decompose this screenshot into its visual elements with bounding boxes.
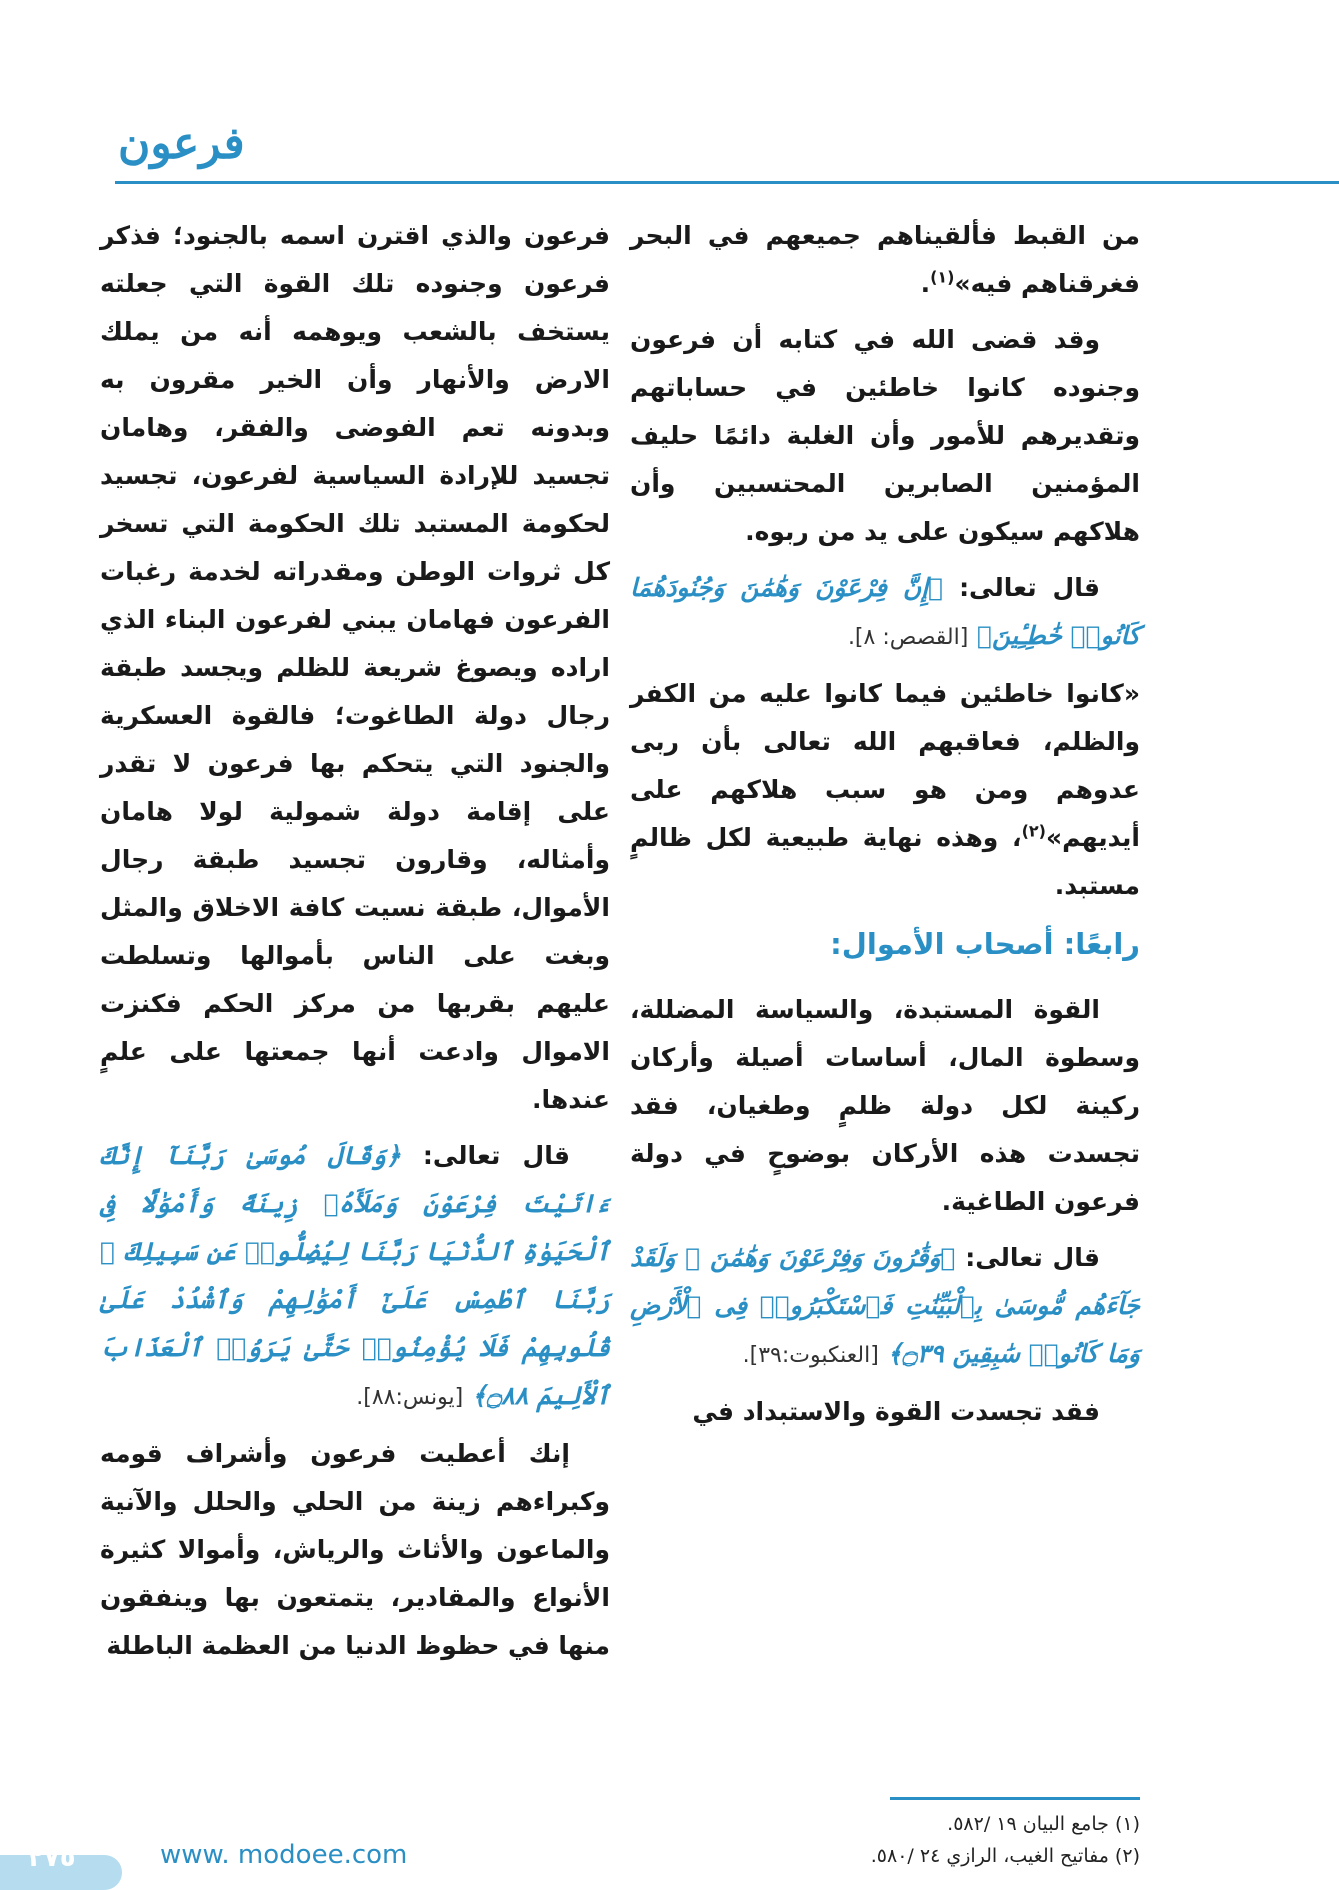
ayah-text: ﴿وَقَالَ مُوسَىٰ رَبَّنَآ إِنَّكَ ءَاتَيْتَ فِرْعَوْنَ وَمَلَأَهُۥ زِينَةً وَأَمْوَٰلًا فِى ٱلْحَيَوٰةِ ٱلدُّنْيَا رَبَّنَا لِيُضِلُّوا۟ عَن سَبِيلِكَ ۖ رَبَّنَا ٱطْمِسْ عَلَىٰٓ أَمْوَٰلِهِمْ وَٱشْدُدْ عَلَىٰ قُلُوبِهِمْ فَلَا يُؤْمِنُوا۟ حَتَّىٰ يَرَوُا۟ ٱلْعَذَابَ ٱلْأَلِيمَ ۝٨٨﴾ <box>100 1141 610 1410</box>
paragraph: من القبط فألقيناهم جميعهم في البحر فغرقناهم فيه»$^{(١)}$. <box>630 221 1140 298</box>
paragraph: القوة المستبدة، والسياسة المضللة، وسطوة المال، أساسات أصيلة وأركان ركينة لكل دولة ظلمٍ وطغيان، فقد تجسدت هذه الأركان بوضوحٍ في دولة فرعون الطاغية. <box>630 995 1140 1216</box>
ayah-text: ﴿وَقَٰرُونَ وَفِرْعَوْنَ وَهَٰمَٰنَ ۖ وَلَقَدْ جَآءَهُم مُّوسَىٰ بِٱلْبَيِّنَٰتِ فَٱسْتَكْبَرُوا۟ فِى ٱلْأَرْضِ وَمَا كَانُوا۟ سَٰبِقِينَ ۝٣٩﴾ <box>630 1243 1140 1368</box>
paragraph: إنك أعطيت فرعون وأشراف قومه وكبراءهم زينة من الحلي والحلل والآنية والماعون والأثاث والرياش، وأموالا كثيرة الأنواع والمقادير، يتمتعون بها وينفقون منها في حظوظ الدنيا من العظمة الباطلة <box>100 1439 610 1660</box>
quran-quote: قال تعالى: ﴿وَقَٰرُونَ وَفِرْعَوْنَ وَهَٰمَٰنَ ۖ وَلَقَدْ جَآءَهُم مُّوسَىٰ بِٱلْبَيِّنَٰتِ فَٱسْتَكْبَرُوا۟ فِى ٱلْأَرْضِ وَمَا كَانُوا۟ سَٰبِقِينَ ۝٣٩﴾ [العنكبوت:٣٩]. <box>630 1243 1140 1368</box>
header-rule <box>115 181 1339 184</box>
paragraph: فرعون والذي اقترن اسمه بالجنود؛ فذكر فرعون وجنوده تلك القوة التي جعلته يستخف بالشعب ويوهمه أنه من يملك الارض والأنهار وأن الخير مقرون به وبدونه تعم الفوضى والفقر، وهامان تجسيد للإرادة السياسية لفرعون، تجسيد لحكومة المستبد تلك الحكومة التي تسخر كل ثروات الوطن ومقدراته لخدمة رغبات الفرعون فهامان يبني لفرعون البناء الذي اراده ويصوغ شريعة للظلم ويجسد طبقة رجال دولة الطاغوت؛ فالقوة العسكرية والجنود التي يتحكم بها فرعون لا تقدر على إقامة دولة شمولية لولا هامان وأمثاله، وقارون تجسيد طبقة رجال الأموال، طبقة نسيت كافة الاخلاق والمثل وبغت على الناس بأموالها وتسلطت عليهم بقربها من مركز الحكم فكنزت الاموال وادعت أنها جمعتها على علمٍ عندها. <box>100 221 610 1114</box>
quran-quote: قال تعالى: ﴿إِنَّ فِرْعَوْنَ وَهَٰمَٰنَ وَجُنُودَهُمَا كَانُوا۟ خَٰطِـِٔينَ﴾ [القصص: ٨]. <box>630 573 1140 650</box>
footnotes <box>700 1808 1140 1872</box>
running-header-title: فرعون <box>118 118 245 169</box>
ayah-reference: [القصص: ٨]. <box>847 625 969 650</box>
page-number: ٢٧٥ <box>28 1843 76 1873</box>
ayah-reference: [يونس:٨٨]. <box>356 1385 464 1410</box>
paragraph: «كانوا خاطئين فيما كانوا عليه من الكفر والظلم، فعاقبهم الله تعالى بأن ربى عدوهم ومن هو سبب هلاكهم على أيديهم»$^{(٢)}$، وهذه نهاية طبيعية لكل ظالمٍ مستبد. <box>630 679 1140 900</box>
quran-quote: قال تعالى: ﴿وَقَالَ مُوسَىٰ رَبَّنَآ إِنَّكَ ءَاتَيْتَ فِرْعَوْنَ وَمَلَأَهُۥ زِينَةً وَأَمْوَٰلًا فِى ٱلْحَيَوٰةِ ٱلدُّنْيَا رَبَّنَا لِيُضِلُّوا۟ عَن سَبِيلِكَ ۖ رَبَّنَا ٱطْمِسْ عَلَىٰٓ أَمْوَٰلِهِمْ وَٱشْدُدْ عَلَىٰ قُلُوبِهِمْ فَلَا يُؤْمِنُوا۟ حَتَّىٰ يَرَوُا۟ ٱلْعَذَابَ ٱلْأَلِيمَ ۝٨٨﴾ [يونس:٨٨]. <box>100 1141 610 1410</box>
section-heading: رابعًا: أصحاب الأموال: <box>830 927 1140 961</box>
footnote-item: (١) جامع البيان ١٩ /٥٨٢. <box>947 1813 1140 1835</box>
paragraph: فقد تجسدت القوة والاستبداد في <box>692 1397 1100 1426</box>
right-column <box>630 212 1140 1444</box>
footnote-rule <box>890 1797 1140 1800</box>
paragraph: وقد قضى الله في كتابه أن فرعون وجنوده كانوا خاطئين في حساباتهم وتقديرهم للأمور وأن الغلبة دائمًا حليف المؤمنين الصابرين المحتسبين وأن هلاكهم سيكون على يد من ربوه. <box>630 325 1140 546</box>
ayah-reference: [العنكبوت:٣٩]. <box>742 1343 879 1368</box>
footnote-item: (٢) مفاتيح الغيب، الرازي ٢٤ /٥٨٠. <box>870 1845 1140 1867</box>
ayah-text: ﴿إِنَّ فِرْعَوْنَ وَهَٰمَٰنَ وَجُنُودَهُمَا كَانُوا۟ خَٰطِـِٔينَ﴾ <box>630 573 1140 650</box>
left-column <box>100 212 610 1678</box>
footnote-marker-1[interactable]: (١) <box>930 267 955 287</box>
website-link[interactable]: www. modoee.com <box>160 1840 408 1870</box>
footnote-marker-2[interactable]: (٢) <box>1021 821 1046 841</box>
